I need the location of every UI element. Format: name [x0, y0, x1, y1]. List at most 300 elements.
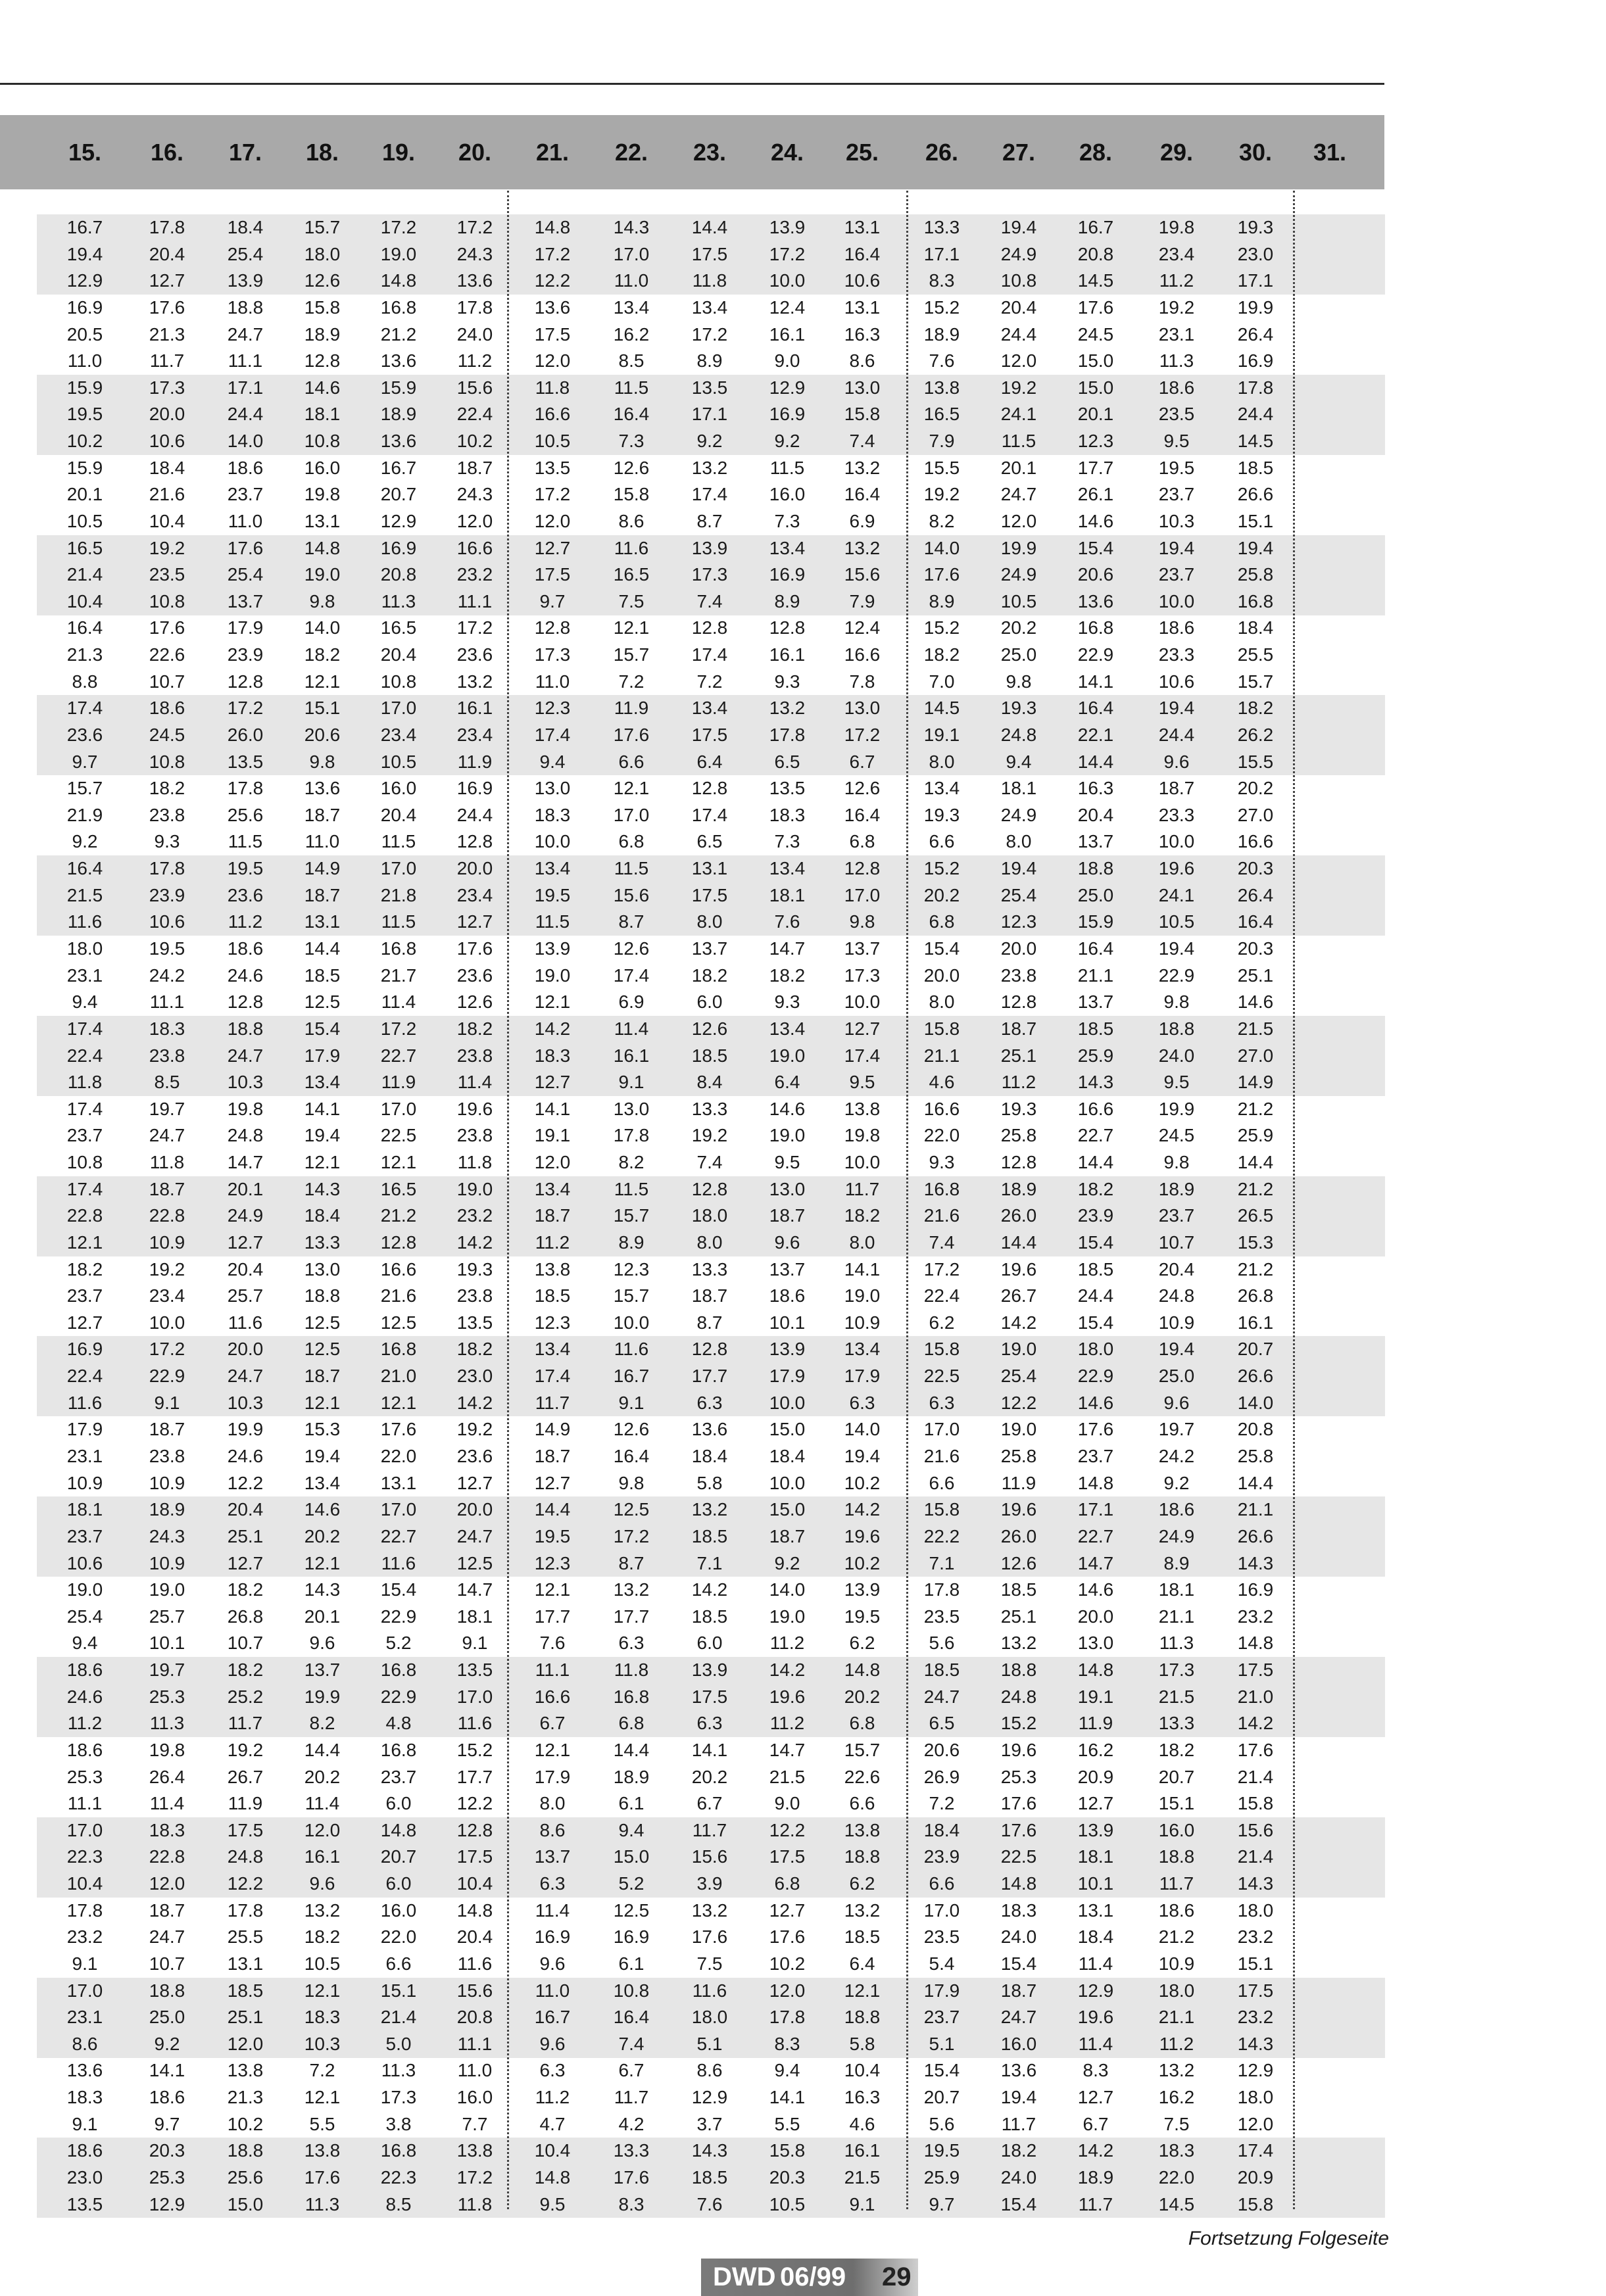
- table-cell: 18.9: [149, 1499, 185, 1519]
- table-cell: 11.4: [1078, 2034, 1113, 2054]
- table-cell: 15.4: [1077, 1232, 1114, 1253]
- table-cell: 6.4: [774, 1072, 800, 1092]
- table-cell: 23.2: [66, 1926, 103, 1947]
- table-cell: 23.6: [456, 644, 493, 665]
- table-cell: 18.6: [769, 1285, 806, 1306]
- table-cell: 17.9: [923, 1980, 960, 2001]
- table-cell: 12.6: [844, 778, 881, 798]
- table-cell: 11.5: [228, 831, 263, 851]
- table-cell: 25.6: [227, 805, 264, 825]
- table-cell: 24.7: [227, 1045, 264, 1066]
- table-cell: 12.7: [456, 1473, 493, 1493]
- table-cell: 17.5: [534, 324, 571, 345]
- table-cell: 23.3: [1158, 805, 1195, 825]
- table-cell: 17.2: [380, 1018, 417, 1039]
- table-cell: 17.8: [456, 297, 493, 318]
- table-cell: 21.2: [380, 1205, 417, 1226]
- table-cell: 15.2: [923, 858, 960, 878]
- table-cell: 13.5: [769, 778, 806, 798]
- table-cell: 10.9: [1158, 1312, 1195, 1333]
- table-cell: 12.1: [534, 1579, 571, 1600]
- table-cell: 9.6: [774, 1232, 800, 1253]
- table-cell: 18.1: [1000, 778, 1037, 798]
- table-cell: 16.7: [380, 458, 417, 478]
- table-cell: 20.5: [66, 324, 103, 345]
- table-cell: 17.0: [613, 805, 650, 825]
- table-cell: 17.1: [923, 244, 960, 264]
- table-cell: 17.9: [227, 617, 264, 638]
- table-cell: 17.4: [613, 965, 650, 986]
- table-cell: 11.0: [67, 350, 103, 371]
- table-cell: 6.7: [618, 2060, 645, 2080]
- table-cell: 14.3: [1237, 2034, 1274, 2054]
- table-cell: 6.9: [849, 511, 875, 531]
- table-cell: 22.9: [1077, 644, 1114, 665]
- table-cell: 11.5: [614, 377, 649, 398]
- table-cell: 11.2: [457, 350, 493, 371]
- table-cell: 17.8: [227, 1900, 264, 1921]
- table-cell: 21.1: [1158, 2007, 1195, 2027]
- table-cell: 6.8: [849, 1713, 875, 1733]
- table-cell: 14.1: [691, 1740, 728, 1760]
- table-cell: 14.8: [844, 1660, 881, 1680]
- table-cell: 22.3: [380, 2167, 417, 2188]
- table-cell: 8.8: [72, 671, 98, 692]
- table-cell: 17.6: [304, 2167, 341, 2188]
- table-cell: 24.5: [1158, 1125, 1195, 1145]
- day-header: 16.: [150, 139, 184, 166]
- table-cell: 20.1: [304, 1606, 341, 1627]
- table-cell: 9.1: [462, 1633, 488, 1653]
- table-cell: 9.1: [618, 1072, 645, 1092]
- table-cell: 9.3: [774, 992, 800, 1012]
- table-cell: 20.0: [1000, 938, 1037, 959]
- table-cell: 12.0: [769, 1980, 806, 2001]
- table-cell: 17.2: [380, 217, 417, 237]
- table-cell: 20.7: [380, 1846, 417, 1867]
- table-cell: 13.9: [769, 1339, 806, 1359]
- table-cell: 18.7: [149, 1900, 185, 1921]
- table-cell: 19.5: [534, 885, 571, 905]
- table-cell: 14.5: [1158, 2194, 1195, 2214]
- table-cell: 6.1: [618, 1793, 645, 1813]
- table-cell: 23.7: [1077, 1446, 1114, 1466]
- table-cell: 6.0: [385, 1873, 412, 1894]
- table-cell: 7.4: [929, 1232, 955, 1253]
- table-cell: 13.4: [691, 297, 728, 318]
- table-cell: 18.2: [66, 1259, 103, 1280]
- table-cell: 22.4: [66, 1366, 103, 1386]
- table-cell: 18.4: [149, 458, 185, 478]
- table-cell: 14.6: [304, 1499, 341, 1519]
- table-cell: 10.4: [844, 2060, 881, 2080]
- table-cell: 20.4: [1077, 805, 1114, 825]
- table-cell: 18.9: [1158, 1179, 1195, 1199]
- table-cell: 11.1: [457, 591, 493, 611]
- table-cell: 13.4: [691, 698, 728, 718]
- table-cell: 22.6: [149, 644, 185, 665]
- table-cell: 19.4: [1158, 538, 1195, 558]
- table-cell: 15.7: [613, 644, 650, 665]
- table-cell: 24.8: [1000, 725, 1037, 745]
- table-cell: 13.0: [534, 778, 571, 798]
- table-cell: 7.4: [696, 1152, 723, 1172]
- table-cell: 19.6: [769, 1686, 806, 1707]
- table-cell: 17.3: [149, 377, 185, 398]
- table-cell: 13.7: [844, 938, 881, 959]
- table-cell: 7.0: [929, 671, 955, 692]
- table-cell: 16.1: [1237, 1312, 1274, 1333]
- table-cell: 14.3: [1077, 1072, 1114, 1092]
- table-cell: 17.6: [1077, 297, 1114, 318]
- table-cell: 12.2: [769, 1820, 806, 1840]
- table-cell: 14.4: [1237, 1473, 1274, 1493]
- table-cell: 10.8: [613, 1980, 650, 2001]
- table-cell: 18.2: [149, 778, 185, 798]
- table-cell: 18.7: [304, 885, 341, 905]
- table-cell: 24.6: [227, 1446, 264, 1466]
- table-cell: 10.0: [1158, 591, 1195, 611]
- table-cell: 14.4: [691, 217, 728, 237]
- table-cell: 10.5: [66, 511, 103, 531]
- table-cell: 16.9: [66, 297, 103, 318]
- table-cell: 6.5: [774, 752, 800, 772]
- table-cell: 16.5: [380, 617, 417, 638]
- table-cell: 18.6: [227, 938, 264, 959]
- table-cell: 19.8: [304, 484, 341, 504]
- table-cell: 25.4: [1000, 1366, 1037, 1386]
- table-cell: 15.8: [923, 1499, 960, 1519]
- table-cell: 18.5: [227, 1980, 264, 2001]
- table-cell: 25.3: [66, 1767, 103, 1787]
- table-cell: 10.9: [149, 1232, 185, 1253]
- table-cell: 16.9: [769, 564, 806, 585]
- table-cell: 20.3: [1237, 858, 1274, 878]
- table-cell: 12.9: [380, 511, 417, 531]
- table-cell: 20.2: [691, 1767, 728, 1787]
- table-cell: 21.4: [66, 564, 103, 585]
- table-cell: 21.6: [149, 484, 185, 504]
- table-cell: 18.6: [227, 458, 264, 478]
- table-cell: 10.1: [1077, 1873, 1114, 1894]
- table-cell: 19.2: [1158, 297, 1195, 318]
- table-cell: 25.4: [227, 244, 264, 264]
- table-cell: 14.2: [534, 1018, 571, 1039]
- day-header: 19.: [381, 139, 416, 166]
- table-cell: 17.8: [769, 725, 806, 745]
- table-cell: 24.9: [1000, 564, 1037, 585]
- table-cell: 14.0: [227, 431, 264, 451]
- table-cell: 20.4: [227, 1499, 264, 1519]
- table-cell: 23.7: [1158, 1205, 1195, 1226]
- table-cell: 9.0: [774, 1793, 800, 1813]
- table-cell: 18.1: [1158, 1579, 1195, 1600]
- table-cell: 18.4: [691, 1446, 728, 1466]
- table-cell: 9.5: [1163, 431, 1190, 451]
- table-cell: 13.8: [227, 2060, 264, 2080]
- table-cell: 14.8: [1237, 1633, 1274, 1653]
- table-cell: 9.4: [72, 992, 98, 1012]
- table-cell: 18.3: [1158, 2140, 1195, 2161]
- table-cell: 20.7: [1237, 1339, 1274, 1359]
- table-cell: 9.5: [774, 1152, 800, 1172]
- table-cell: 19.8: [227, 1099, 264, 1119]
- table-cell: 19.9: [1158, 1099, 1195, 1119]
- table-cell: 12.7: [769, 1900, 806, 1921]
- table-cell: 13.1: [844, 217, 881, 237]
- table-cell: 19.6: [1000, 1740, 1037, 1760]
- table-cell: 17.6: [613, 725, 650, 745]
- day-header: 17.: [228, 139, 262, 166]
- table-cell: 20.9: [1077, 1767, 1114, 1787]
- table-cell: 14.6: [304, 377, 341, 398]
- table-cell: 20.2: [304, 1526, 341, 1546]
- table-cell: 13.8: [534, 1259, 571, 1280]
- table-cell: 18.6: [149, 698, 185, 718]
- table-cell: 18.5: [1237, 458, 1274, 478]
- table-cell: 24.6: [66, 1686, 103, 1707]
- table-cell: 9.7: [154, 2114, 180, 2134]
- table-cell: 14.2: [844, 1499, 881, 1519]
- table-cell: 14.2: [1000, 1312, 1037, 1333]
- table-cell: 17.5: [691, 244, 728, 264]
- table-cell: 9.2: [1163, 1473, 1190, 1493]
- table-cell: 14.8: [534, 217, 571, 237]
- table-cell: 11.7: [1078, 2194, 1113, 2214]
- table-cell: 16.8: [1077, 617, 1114, 638]
- table-cell: 12.6: [456, 992, 493, 1012]
- table-cell: 8.6: [849, 350, 875, 371]
- table-cell: 12.1: [304, 671, 341, 692]
- table-cell: 11.8: [457, 1152, 493, 1172]
- table-cell: 12.2: [227, 1873, 264, 1894]
- table-cell: 13.6: [691, 1419, 728, 1439]
- table-cell: 9.4: [539, 752, 566, 772]
- table-cell: 11.6: [614, 538, 649, 558]
- table-cell: 18.5: [691, 2167, 728, 2188]
- table-cell: 20.1: [227, 1179, 264, 1199]
- table-cell: 23.0: [66, 2167, 103, 2188]
- table-cell: 11.2: [535, 1232, 570, 1253]
- table-cell: 24.0: [456, 324, 493, 345]
- table-cell: 6.7: [1083, 2114, 1109, 2134]
- table-cell: 16.5: [613, 564, 650, 585]
- table-cell: 18.2: [1000, 2140, 1037, 2161]
- table-cell: 14.2: [1077, 2140, 1114, 2161]
- table-cell: 10.9: [149, 1553, 185, 1573]
- table-cell: 17.6: [923, 564, 960, 585]
- table-cell: 19.0: [304, 564, 341, 585]
- table-cell: 11.6: [228, 1312, 263, 1333]
- table-cell: 8.7: [696, 1312, 723, 1333]
- table-cell: 13.7: [534, 1846, 571, 1867]
- table-cell: 19.3: [1000, 1099, 1037, 1119]
- table-cell: 13.1: [691, 858, 728, 878]
- table-cell: 24.2: [1158, 1446, 1195, 1466]
- table-cell: 23.0: [1237, 244, 1274, 264]
- table-cell: 10.0: [844, 1152, 881, 1172]
- table-cell: 26.6: [1237, 484, 1274, 504]
- table-cell: 11.5: [1001, 431, 1036, 451]
- table-cell: 13.9: [769, 217, 806, 237]
- table-cell: 11.7: [614, 2087, 649, 2107]
- table-cell: 12.1: [534, 992, 571, 1012]
- table-cell: 18.7: [769, 1205, 806, 1226]
- table-cell: 13.9: [844, 1579, 881, 1600]
- table-cell: 16.3: [844, 324, 881, 345]
- table-cell: 17.9: [769, 1366, 806, 1386]
- source-label: DWD: [713, 2262, 776, 2291]
- table-cell: 15.7: [844, 1740, 881, 1760]
- table-cell: 22.9: [1158, 965, 1195, 986]
- table-cell: 11.4: [535, 1900, 570, 1921]
- table-cell: 3.7: [696, 2114, 723, 2134]
- table-cell: 18.9: [923, 324, 960, 345]
- table-cell: 19.0: [769, 1045, 806, 1066]
- table-cell: 12.8: [227, 992, 264, 1012]
- table-cell: 16.9: [613, 1926, 650, 1947]
- table-cell: 25.4: [66, 1606, 103, 1627]
- table-cell: 18.9: [380, 404, 417, 424]
- table-cell: 12.7: [534, 1072, 571, 1092]
- table-cell: 13.7: [304, 1660, 341, 1680]
- table-cell: 21.9: [66, 805, 103, 825]
- table-cell: 12.0: [227, 2034, 264, 2054]
- table-cell: 18.5: [1077, 1018, 1114, 1039]
- table-cell: 12.8: [691, 1339, 728, 1359]
- table-cell: 16.6: [380, 1259, 417, 1280]
- table-cell: 16.8: [380, 2140, 417, 2161]
- table-cell: 18.2: [456, 1018, 493, 1039]
- table-cell: 13.3: [691, 1099, 728, 1119]
- table-cell: 10.9: [1158, 1953, 1195, 1974]
- table-cell: 24.7: [227, 1366, 264, 1386]
- table-cell: 18.2: [1237, 698, 1274, 718]
- table-cell: 17.6: [380, 1419, 417, 1439]
- table-cell: 15.2: [923, 297, 960, 318]
- table-cell: 23.2: [1237, 1926, 1274, 1947]
- table-cell: 12.4: [844, 617, 881, 638]
- table-cell: 19.0: [844, 1285, 881, 1306]
- table-cell: 19.0: [380, 244, 417, 264]
- table-cell: 14.7: [456, 1579, 493, 1600]
- table-cell: 23.4: [1158, 244, 1195, 264]
- table-cell: 13.2: [456, 671, 493, 692]
- table-cell: 19.3: [1000, 698, 1037, 718]
- table-cell: 9.7: [539, 591, 566, 611]
- table-cell: 25.9: [1077, 1045, 1114, 1066]
- table-cell: 17.5: [227, 1820, 264, 1840]
- table-cell: 24.1: [1000, 404, 1037, 424]
- table-cell: 22.2: [923, 1526, 960, 1546]
- table-cell: 9.5: [539, 2194, 566, 2214]
- table-cell: 23.7: [227, 484, 264, 504]
- table-cell: 17.4: [66, 1099, 103, 1119]
- table-cell: 18.0: [1158, 1980, 1195, 2001]
- table-cell: 14.5: [923, 698, 960, 718]
- table-cell: 20.1: [66, 484, 103, 504]
- table-cell: 8.0: [1006, 831, 1032, 851]
- table-cell: 11.6: [457, 1713, 493, 1733]
- table-cell: 15.6: [456, 377, 493, 398]
- table-cell: 24.3: [149, 1526, 185, 1546]
- table-cell: 7.9: [849, 591, 875, 611]
- table-cell: 24.0: [1000, 2167, 1037, 2188]
- table-cell: 19.4: [304, 1446, 341, 1466]
- table-cell: 10.6: [149, 911, 185, 932]
- table-cell: 13.2: [844, 538, 881, 558]
- table-cell: 19.6: [1077, 2007, 1114, 2027]
- table-cell: 5.2: [385, 1633, 412, 1653]
- table-cell: 11.3: [1159, 1633, 1194, 1653]
- table-cell: 14.2: [769, 1660, 806, 1680]
- table-cell: 14.7: [769, 938, 806, 959]
- table-cell: 18.2: [769, 965, 806, 986]
- table-cell: 25.0: [1077, 885, 1114, 905]
- table-cell: 13.4: [769, 1018, 806, 1039]
- table-cell: 24.9: [1000, 244, 1037, 264]
- table-cell: 13.4: [923, 778, 960, 798]
- table-cell: 19.9: [227, 1419, 264, 1439]
- table-cell: 26.4: [149, 1767, 185, 1787]
- table-cell: 19.9: [304, 1686, 341, 1707]
- table-cell: 19.5: [149, 938, 185, 959]
- table-cell: 15.8: [923, 1339, 960, 1359]
- table-cell: 8.3: [929, 270, 955, 291]
- table-cell: 14.8: [304, 538, 341, 558]
- table-cell: 18.8: [1000, 1660, 1037, 1680]
- table-cell: 16.6: [844, 644, 881, 665]
- table-cell: 19.5: [923, 2140, 960, 2161]
- table-cell: 22.0: [380, 1926, 417, 1947]
- table-cell: 20.4: [227, 1259, 264, 1280]
- table-cell: 6.4: [849, 1953, 875, 1974]
- table-cell: 26.7: [1000, 1285, 1037, 1306]
- table-cell: 19.9: [1000, 538, 1037, 558]
- table-cell: 11.9: [457, 752, 493, 772]
- table-cell: 13.6: [456, 270, 493, 291]
- table-cell: 18.2: [1077, 1179, 1114, 1199]
- table-cell: 17.6: [613, 2167, 650, 2188]
- table-cell: 14.8: [1000, 1873, 1037, 1894]
- table-cell: 26.8: [1237, 1285, 1274, 1306]
- table-cell: 12.1: [304, 1393, 341, 1413]
- table-cell: 9.3: [774, 671, 800, 692]
- table-cell: 26.0: [227, 725, 264, 745]
- table-cell: 25.2: [227, 1686, 264, 1707]
- table-cell: 22.5: [923, 1366, 960, 1386]
- table-cell: 10.3: [227, 1072, 264, 1092]
- table-cell: 13.0: [844, 698, 881, 718]
- table-cell: 25.9: [1237, 1125, 1274, 1145]
- table-cell: 15.1: [1237, 1953, 1274, 1974]
- table-cell: 13.6: [380, 350, 417, 371]
- table-cell: 12.2: [534, 270, 571, 291]
- table-cell: 6.3: [539, 2060, 566, 2080]
- table-cell: 11.3: [149, 1713, 185, 1733]
- table-cell: 23.0: [456, 1366, 493, 1386]
- table-cell: 15.9: [66, 377, 103, 398]
- table-cell: 13.5: [66, 2194, 103, 2214]
- table-cell: 18.3: [149, 1018, 185, 1039]
- table-cell: 19.4: [1158, 698, 1195, 718]
- table-cell: 22.8: [149, 1205, 185, 1226]
- table-cell: 11.7: [1159, 1873, 1194, 1894]
- table-cell: 9.6: [539, 1953, 566, 1974]
- table-cell: 15.2: [1000, 1713, 1037, 1733]
- table-cell: 16.4: [1077, 938, 1114, 959]
- week-separator-line: [906, 191, 908, 2209]
